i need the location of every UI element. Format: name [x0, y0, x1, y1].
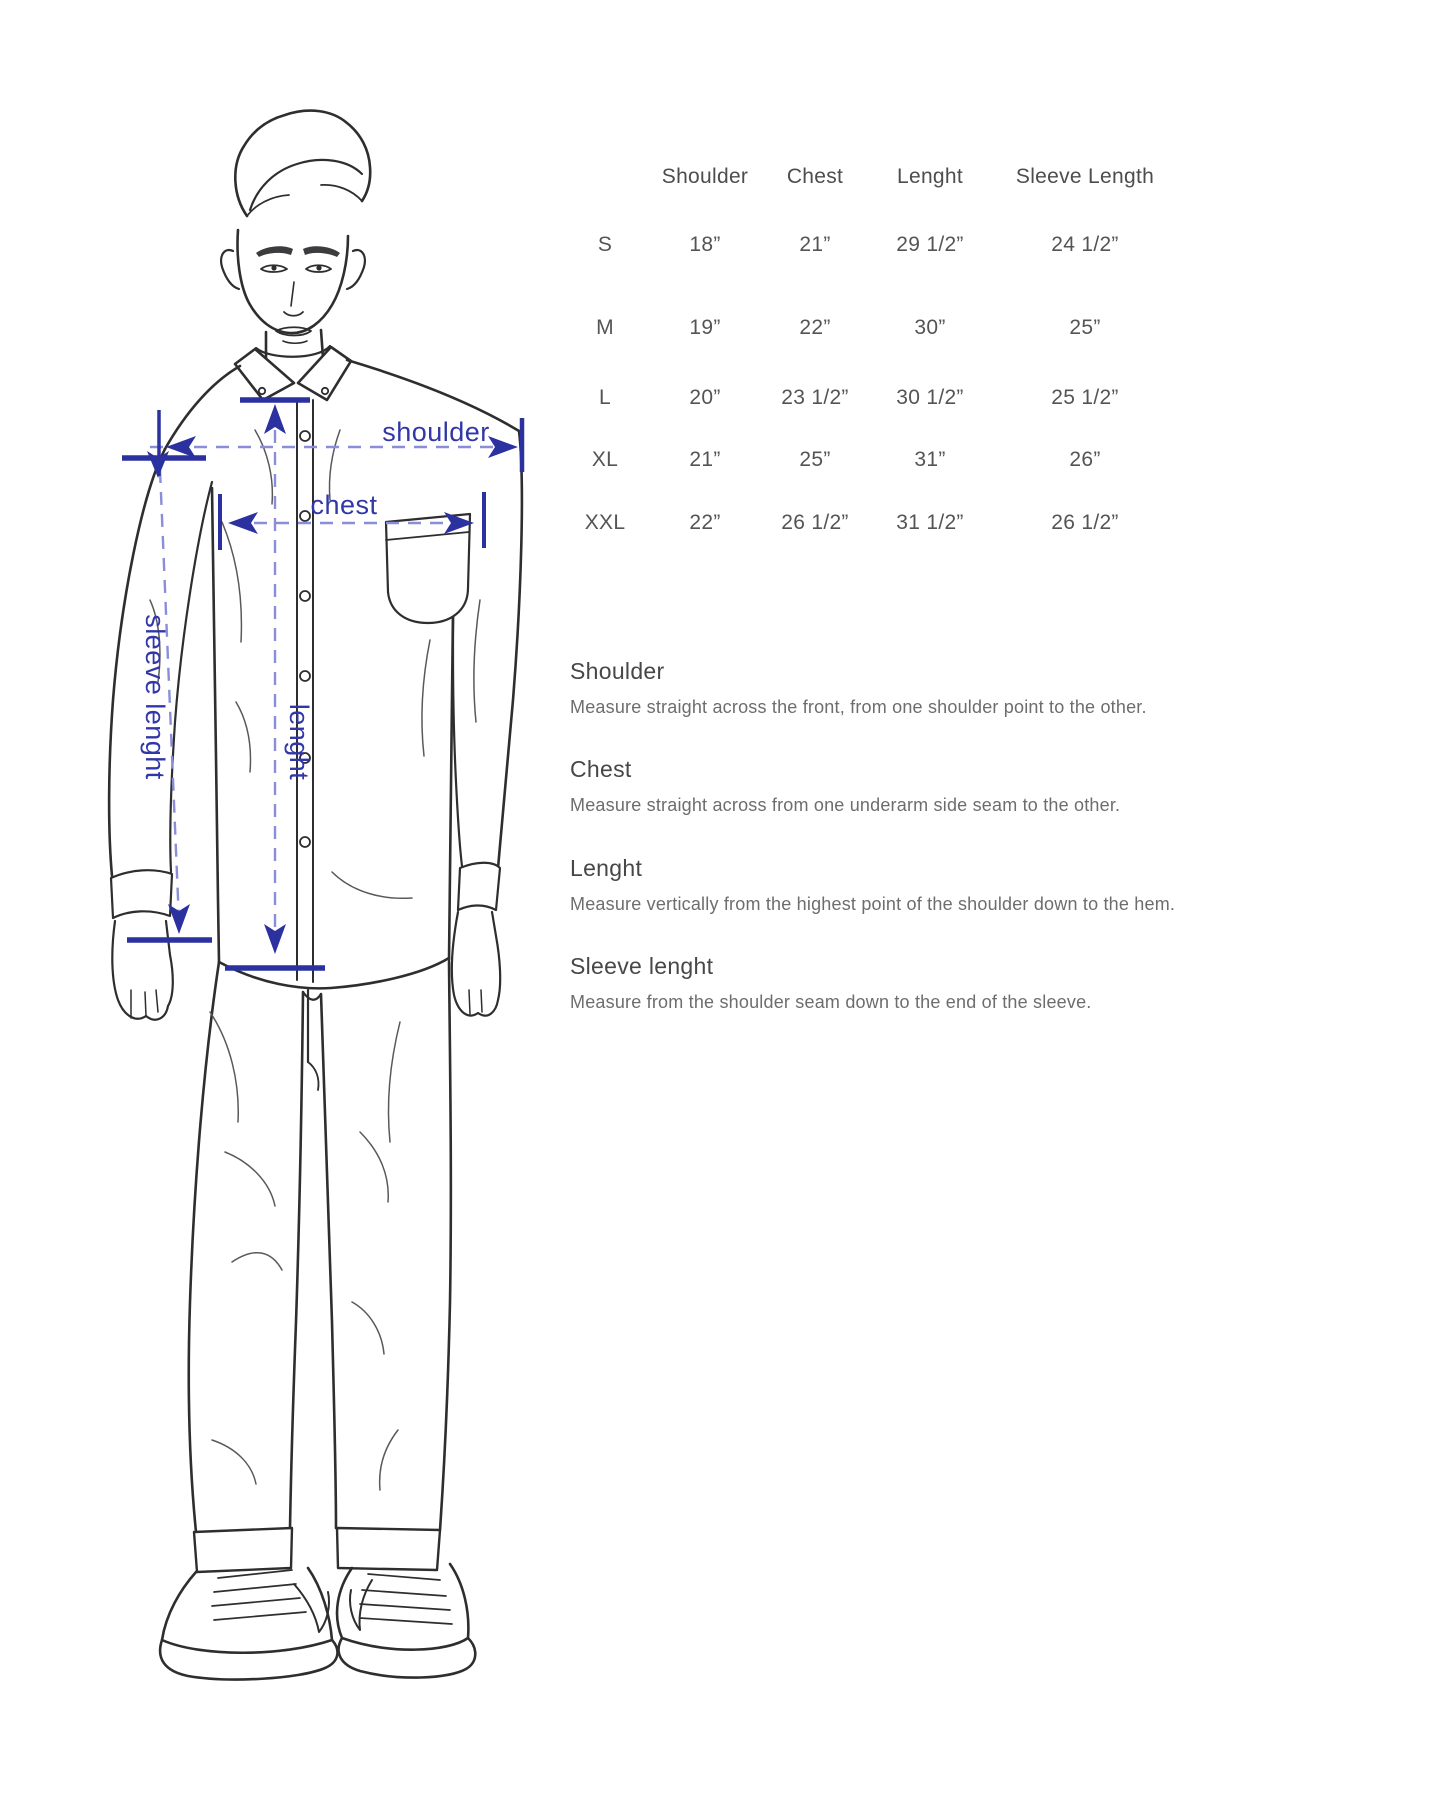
- table-corner: [560, 147, 650, 207]
- size-table: [560, 147, 1180, 549]
- table-cell: 25”: [1069, 316, 1101, 339]
- size-label: XL: [591, 448, 619, 471]
- table-cell: 18”: [689, 233, 721, 256]
- table-cell: 21”: [689, 448, 721, 471]
- definition-text: Measure straight across the front, from one shoulder point to the other.: [570, 697, 1147, 717]
- man-illustration: [109, 111, 522, 1680]
- table-cell: 29 1/2”: [896, 233, 964, 256]
- column-header-shoulder: Shoulder: [661, 165, 749, 188]
- table-cell: 26 1/2”: [1051, 511, 1119, 534]
- table-cell: 31”: [914, 448, 946, 471]
- column-header-length: Lenght: [896, 165, 964, 188]
- length-top-arrow: [264, 404, 286, 434]
- definition-text: Measure vertically from the highest point of the shoulder down to the hem.: [570, 893, 1176, 914]
- definition-sleeve-length: [570, 953, 1230, 1014]
- figure-label-length: lenght: [284, 703, 314, 781]
- figure-label-shoulder: shoulder: [382, 417, 490, 447]
- table-cell: 25 1/2”: [1051, 386, 1119, 409]
- column-header-sleeve-length: Sleeve Length: [1015, 165, 1155, 188]
- measurement-definitions: [570, 658, 1230, 1051]
- table-cell: 31 1/2”: [896, 511, 964, 534]
- table-cell: 26”: [1069, 448, 1101, 471]
- sleeve-bottom-arrow: [168, 904, 190, 934]
- definition-text: Measure from the shoulder seam down to the end of the sleeve.: [570, 991, 1092, 1012]
- definition-length: [570, 855, 1230, 916]
- figure-label-chest: chest: [310, 490, 378, 520]
- table-cell: 23 1/2”: [781, 386, 849, 409]
- size-label: S: [597, 233, 613, 256]
- length-bottom-arrow: [264, 924, 286, 954]
- table-cell: 30 1/2”: [896, 386, 964, 409]
- definition-chest: [570, 756, 1230, 817]
- size-label: L: [599, 386, 611, 409]
- size-label: M: [596, 316, 614, 339]
- definition-title: Shoulder: [570, 658, 665, 684]
- size-guide-figure: [0, 0, 560, 1706]
- table-cell: 20”: [689, 386, 721, 409]
- chest-left-arrow: [228, 512, 258, 534]
- definition-title: Lenght: [570, 854, 643, 881]
- table-cell: 22”: [689, 511, 721, 534]
- definition-title: Chest: [570, 756, 632, 783]
- definition-title: Sleeve lenght: [570, 952, 714, 979]
- table-cell: 21”: [799, 233, 831, 256]
- definition-text: Measure straight across from one underarm side seam to the other.: [570, 795, 1121, 816]
- table-cell: 19”: [689, 316, 721, 339]
- table-cell: 30”: [914, 316, 946, 339]
- table-cell: 24 1/2”: [1051, 233, 1119, 256]
- table-cell: 22”: [799, 316, 831, 339]
- table-cell: 26 1/2”: [781, 511, 849, 534]
- figure-label-sleeve-length: sleeve lenght: [140, 614, 170, 780]
- table-cell: 25”: [799, 448, 831, 471]
- definition-shoulder: [570, 658, 1230, 719]
- column-header-chest: Chest: [786, 165, 844, 188]
- size-label: XXL: [584, 511, 626, 534]
